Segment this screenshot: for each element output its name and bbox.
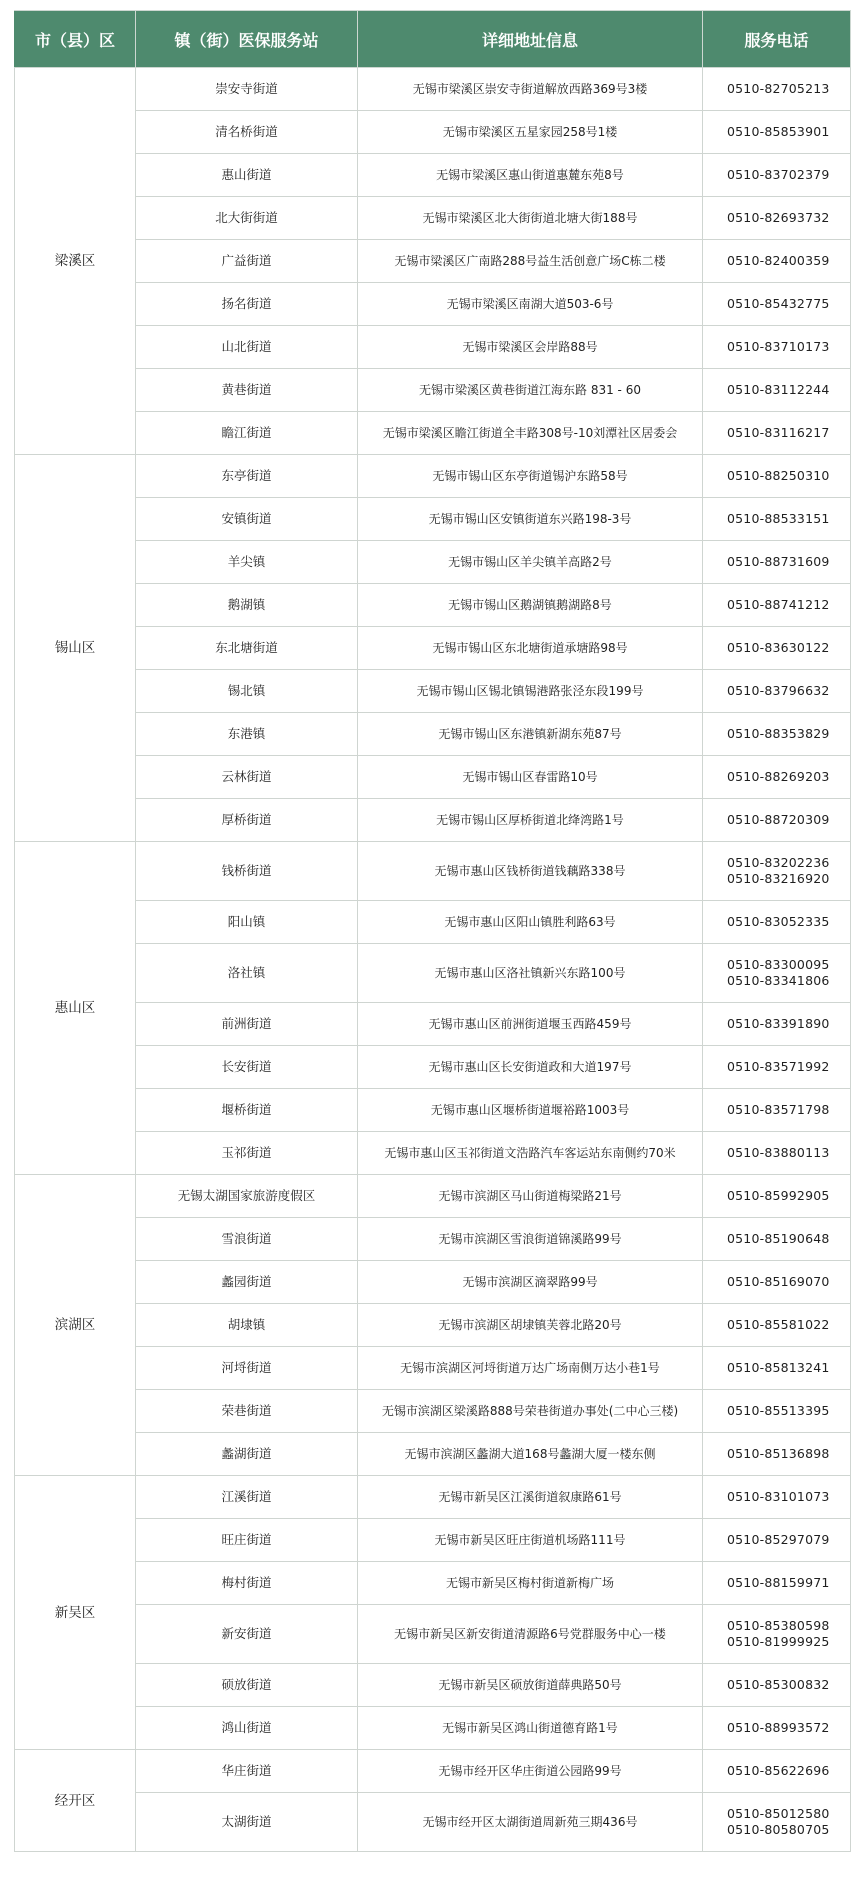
phone-cell [703,1664,851,1707]
address-cell: 无锡市惠山区前洲街道堰玉西路459号 [358,1003,703,1046]
service-station-table [14,10,851,1852]
phone-cell [703,283,851,326]
phone-number: 0510-85190648 [727,1231,830,1246]
phone-number: 0510-80580705 [727,1822,830,1837]
phone-number: 0510-82705213 [727,81,830,96]
phone-number: 0510-83112244 [727,382,830,397]
phone-cell [703,842,851,901]
phone-cell [703,1605,851,1664]
header-phone: 服务电话 [703,11,851,68]
phone-number: 0510-85853901 [727,124,830,139]
phone-number: 0510-85992905 [727,1188,830,1203]
phone-cell [703,369,851,412]
station-cell: 东港镇 [136,713,358,756]
table-row [15,1433,851,1476]
station-cell: 蠡园街道 [136,1261,358,1304]
table-row [15,240,851,283]
station-cell: 长安街道 [136,1046,358,1089]
address-cell: 无锡市新吴区新安街道清源路6号党群服务中心一楼 [358,1605,703,1664]
phone-number: 0510-88720309 [727,812,830,827]
address-cell: 无锡市滨湖区河埒街道万达广场南侧万达小巷1号 [358,1347,703,1390]
table-row [15,1175,851,1218]
phone-cell [703,1519,851,1562]
station-cell: 鹅湖镇 [136,584,358,627]
table-row [15,1218,851,1261]
address-cell: 无锡市惠山区洛社镇新兴东路100号 [358,944,703,1003]
table-row [15,1664,851,1707]
phone-number: 0510-88353829 [727,726,830,741]
phone-number: 0510-88741212 [727,597,830,612]
phone-number: 0510-83630122 [727,640,830,655]
phone-number: 0510-85169070 [727,1274,830,1289]
phone-cell [703,1347,851,1390]
phone-cell [703,1003,851,1046]
address-cell: 无锡市锡山区春雷路10号 [358,756,703,799]
station-cell: 东亭街道 [136,455,358,498]
phone-number: 0510-83880113 [727,1145,830,1160]
address-cell: 无锡市滨湖区蠡湖大道168号蠡湖大厦一楼东侧 [358,1433,703,1476]
phone-cell [703,1390,851,1433]
phone-number: 0510-88533151 [727,511,830,526]
phone-cell [703,1793,851,1852]
phone-cell [703,1304,851,1347]
header-address: 详细地址信息 [358,11,703,68]
phone-number: 0510-85813241 [727,1360,830,1375]
table-row [15,1750,851,1793]
phone-cell [703,1132,851,1175]
phone-cell [703,455,851,498]
address-cell: 无锡市滨湖区马山街道梅梁路21号 [358,1175,703,1218]
phone-number: 0510-83796632 [727,683,830,698]
address-cell: 无锡市锡山区锡北镇锡港路张泾东段199号 [358,670,703,713]
phone-cell [703,1175,851,1218]
table-row [15,1003,851,1046]
phone-cell [703,498,851,541]
table-row [15,111,851,154]
phone-number: 0510-85380598 [727,1618,830,1633]
table-row [15,498,851,541]
table-row [15,584,851,627]
station-cell: 清名桥街道 [136,111,358,154]
address-cell: 无锡市梁溪区五星家园258号1楼 [358,111,703,154]
station-cell: 瞻江街道 [136,412,358,455]
phone-cell [703,627,851,670]
phone-number: 0510-83710173 [727,339,830,354]
header-row [15,11,851,68]
address-cell: 无锡市锡山区厚桥街道北绛湾路1号 [358,799,703,842]
phone-number: 0510-85581022 [727,1317,830,1332]
station-cell: 太湖街道 [136,1793,358,1852]
phone-cell [703,670,851,713]
table-row [15,1793,851,1852]
station-cell: 堰桥街道 [136,1089,358,1132]
table-row [15,1476,851,1519]
phone-cell [703,1707,851,1750]
table-row [15,1562,851,1605]
address-cell: 无锡市新吴区旺庄街道机场路111号 [358,1519,703,1562]
table-row [15,455,851,498]
station-cell: 广益街道 [136,240,358,283]
table-row [15,756,851,799]
table-row [15,154,851,197]
address-cell: 无锡市惠山区阳山镇胜利路63号 [358,901,703,944]
phone-cell [703,68,851,111]
station-cell: 黄巷街道 [136,369,358,412]
address-cell: 无锡市惠山区钱桥街道钱藕路338号 [358,842,703,901]
phone-number: 0510-88731609 [727,554,830,569]
table-row [15,1519,851,1562]
phone-number: 0510-83300095 [727,957,830,972]
phone-cell [703,111,851,154]
address-cell: 无锡市梁溪区瞻江街道全丰路308号-10刘潭社区居委会 [358,412,703,455]
address-cell: 无锡市梁溪区崇安寺街道解放西路369号3楼 [358,68,703,111]
address-cell: 无锡市梁溪区会岸路88号 [358,326,703,369]
table-row [15,1261,851,1304]
table-row [15,1390,851,1433]
station-cell: 阳山镇 [136,901,358,944]
table-row [15,1707,851,1750]
phone-number: 0510-85012580 [727,1806,830,1821]
phone-number: 0510-83702379 [727,167,830,182]
header-station: 镇（街）医保服务站 [136,11,358,68]
station-cell: 洛社镇 [136,944,358,1003]
phone-number: 0510-85432775 [727,296,830,311]
district-cell: 锡山区 [15,455,136,842]
phone-number: 0510-83116217 [727,425,830,440]
station-cell: 江溪街道 [136,1476,358,1519]
phone-cell [703,1476,851,1519]
phone-number: 0510-83571992 [727,1059,830,1074]
table-row [15,842,851,901]
phone-number: 0510-83341806 [727,973,830,988]
station-cell: 蠡湖街道 [136,1433,358,1476]
phone-cell [703,713,851,756]
station-cell: 梅村街道 [136,1562,358,1605]
district-cell: 梁溪区 [15,68,136,455]
table-row [15,1089,851,1132]
service-station-table-container [14,10,850,1852]
phone-number: 0510-85297079 [727,1532,830,1547]
phone-cell [703,756,851,799]
table-row [15,541,851,584]
phone-number: 0510-85622696 [727,1763,830,1778]
station-cell: 厚桥街道 [136,799,358,842]
phone-number: 0510-83101073 [727,1489,830,1504]
phone-number: 0510-82693732 [727,210,830,225]
station-cell: 荣巷街道 [136,1390,358,1433]
phone-cell [703,584,851,627]
address-cell: 无锡市锡山区东北塘街道承塘路98号 [358,627,703,670]
phone-number: 0510-83216920 [727,871,830,886]
phone-cell [703,326,851,369]
station-cell: 雪浪街道 [136,1218,358,1261]
phone-cell [703,799,851,842]
table-row [15,1304,851,1347]
table-row [15,944,851,1003]
station-cell: 山北街道 [136,326,358,369]
phone-number: 0510-88159971 [727,1575,830,1590]
address-cell: 无锡市梁溪区北大街街道北塘大街188号 [358,197,703,240]
phone-number: 0510-81999925 [727,1634,830,1649]
table-row [15,1046,851,1089]
address-cell: 无锡市惠山区堰桥街道堰裕路1003号 [358,1089,703,1132]
address-cell: 无锡市梁溪区南湖大道503-6号 [358,283,703,326]
phone-number: 0510-82400359 [727,253,830,268]
phone-number: 0510-83202236 [727,855,830,870]
address-cell: 无锡市滨湖区胡埭镇芙蓉北路20号 [358,1304,703,1347]
phone-number: 0510-85513395 [727,1403,830,1418]
address-cell: 无锡市锡山区东亭街道锡沪东路58号 [358,455,703,498]
address-cell: 无锡市梁溪区广南路288号益生活创意广场C栋二楼 [358,240,703,283]
address-cell: 无锡市新吴区硕放街道薛典路50号 [358,1664,703,1707]
station-cell: 胡埭镇 [136,1304,358,1347]
table-row [15,283,851,326]
station-cell: 羊尖镇 [136,541,358,584]
address-cell: 无锡市锡山区安镇街道东兴路198-3号 [358,498,703,541]
station-cell: 鸿山街道 [136,1707,358,1750]
address-cell: 无锡市梁溪区惠山街道惠麓东苑8号 [358,154,703,197]
phone-number: 0510-88250310 [727,468,830,483]
table-row [15,326,851,369]
station-cell: 华庄街道 [136,1750,358,1793]
station-cell: 钱桥街道 [136,842,358,901]
phone-number: 0510-83052335 [727,914,830,929]
station-cell: 新安街道 [136,1605,358,1664]
address-cell: 无锡市滨湖区雪浪街道锦溪路99号 [358,1218,703,1261]
station-cell: 玉祁街道 [136,1132,358,1175]
address-cell: 无锡市新吴区梅村街道新梅广场 [358,1562,703,1605]
table-row [15,1347,851,1390]
phone-cell [703,1750,851,1793]
phone-cell [703,1046,851,1089]
phone-number: 0510-83571798 [727,1102,830,1117]
station-cell: 安镇街道 [136,498,358,541]
address-cell: 无锡市锡山区东港镇新湖东苑87号 [358,713,703,756]
phone-number: 0510-88993572 [727,1720,830,1735]
table-row [15,670,851,713]
address-cell: 无锡市锡山区羊尖镇羊高路2号 [358,541,703,584]
phone-number: 0510-88269203 [727,769,830,784]
phone-cell [703,197,851,240]
phone-cell [703,154,851,197]
district-cell: 新吴区 [15,1476,136,1750]
phone-cell [703,944,851,1003]
address-cell: 无锡市新吴区江溪街道叙康路61号 [358,1476,703,1519]
table-row [15,901,851,944]
station-cell: 崇安寺街道 [136,68,358,111]
address-cell: 无锡市梁溪区黄巷街道江海东路 831 - 60 [358,369,703,412]
phone-cell [703,412,851,455]
table-row [15,1132,851,1175]
station-cell: 东北塘街道 [136,627,358,670]
station-cell: 扬名街道 [136,283,358,326]
station-cell: 河埒街道 [136,1347,358,1390]
phone-cell [703,1433,851,1476]
table-row [15,197,851,240]
station-cell: 云林街道 [136,756,358,799]
table-row [15,412,851,455]
district-cell: 经开区 [15,1750,136,1852]
phone-cell [703,1218,851,1261]
table-row [15,799,851,842]
district-cell: 惠山区 [15,842,136,1175]
table-row [15,627,851,670]
header-district: 市（县）区 [15,11,136,68]
address-cell: 无锡市滨湖区滴翠路99号 [358,1261,703,1304]
district-cell: 滨湖区 [15,1175,136,1476]
table-row [15,68,851,111]
phone-cell [703,901,851,944]
table-row [15,713,851,756]
address-cell: 无锡市惠山区玉祁街道文浩路汽车客运站东南侧约70米 [358,1132,703,1175]
station-cell: 惠山街道 [136,154,358,197]
table-row [15,369,851,412]
table-body [15,68,851,1852]
table-row [15,1605,851,1664]
address-cell: 无锡市新吴区鸿山街道德育路1号 [358,1707,703,1750]
station-cell: 旺庄街道 [136,1519,358,1562]
station-cell: 前洲街道 [136,1003,358,1046]
phone-number: 0510-85136898 [727,1446,830,1461]
phone-cell [703,1089,851,1132]
phone-cell [703,1261,851,1304]
station-cell: 北大街街道 [136,197,358,240]
station-cell: 硕放街道 [136,1664,358,1707]
address-cell: 无锡市锡山区鹅湖镇鹅湖路8号 [358,584,703,627]
phone-cell [703,1562,851,1605]
phone-number: 0510-85300832 [727,1677,830,1692]
table-header [15,11,851,68]
station-cell: 无锡太湖国家旅游度假区 [136,1175,358,1218]
address-cell: 无锡市惠山区长安街道政和大道197号 [358,1046,703,1089]
phone-number: 0510-83391890 [727,1016,830,1031]
phone-cell [703,541,851,584]
phone-cell [703,240,851,283]
address-cell: 无锡市经开区太湖街道周新苑三期436号 [358,1793,703,1852]
address-cell: 无锡市经开区华庄街道公园路99号 [358,1750,703,1793]
address-cell: 无锡市滨湖区梁溪路888号荣巷街道办事处(二中心三楼) [358,1390,703,1433]
station-cell: 锡北镇 [136,670,358,713]
